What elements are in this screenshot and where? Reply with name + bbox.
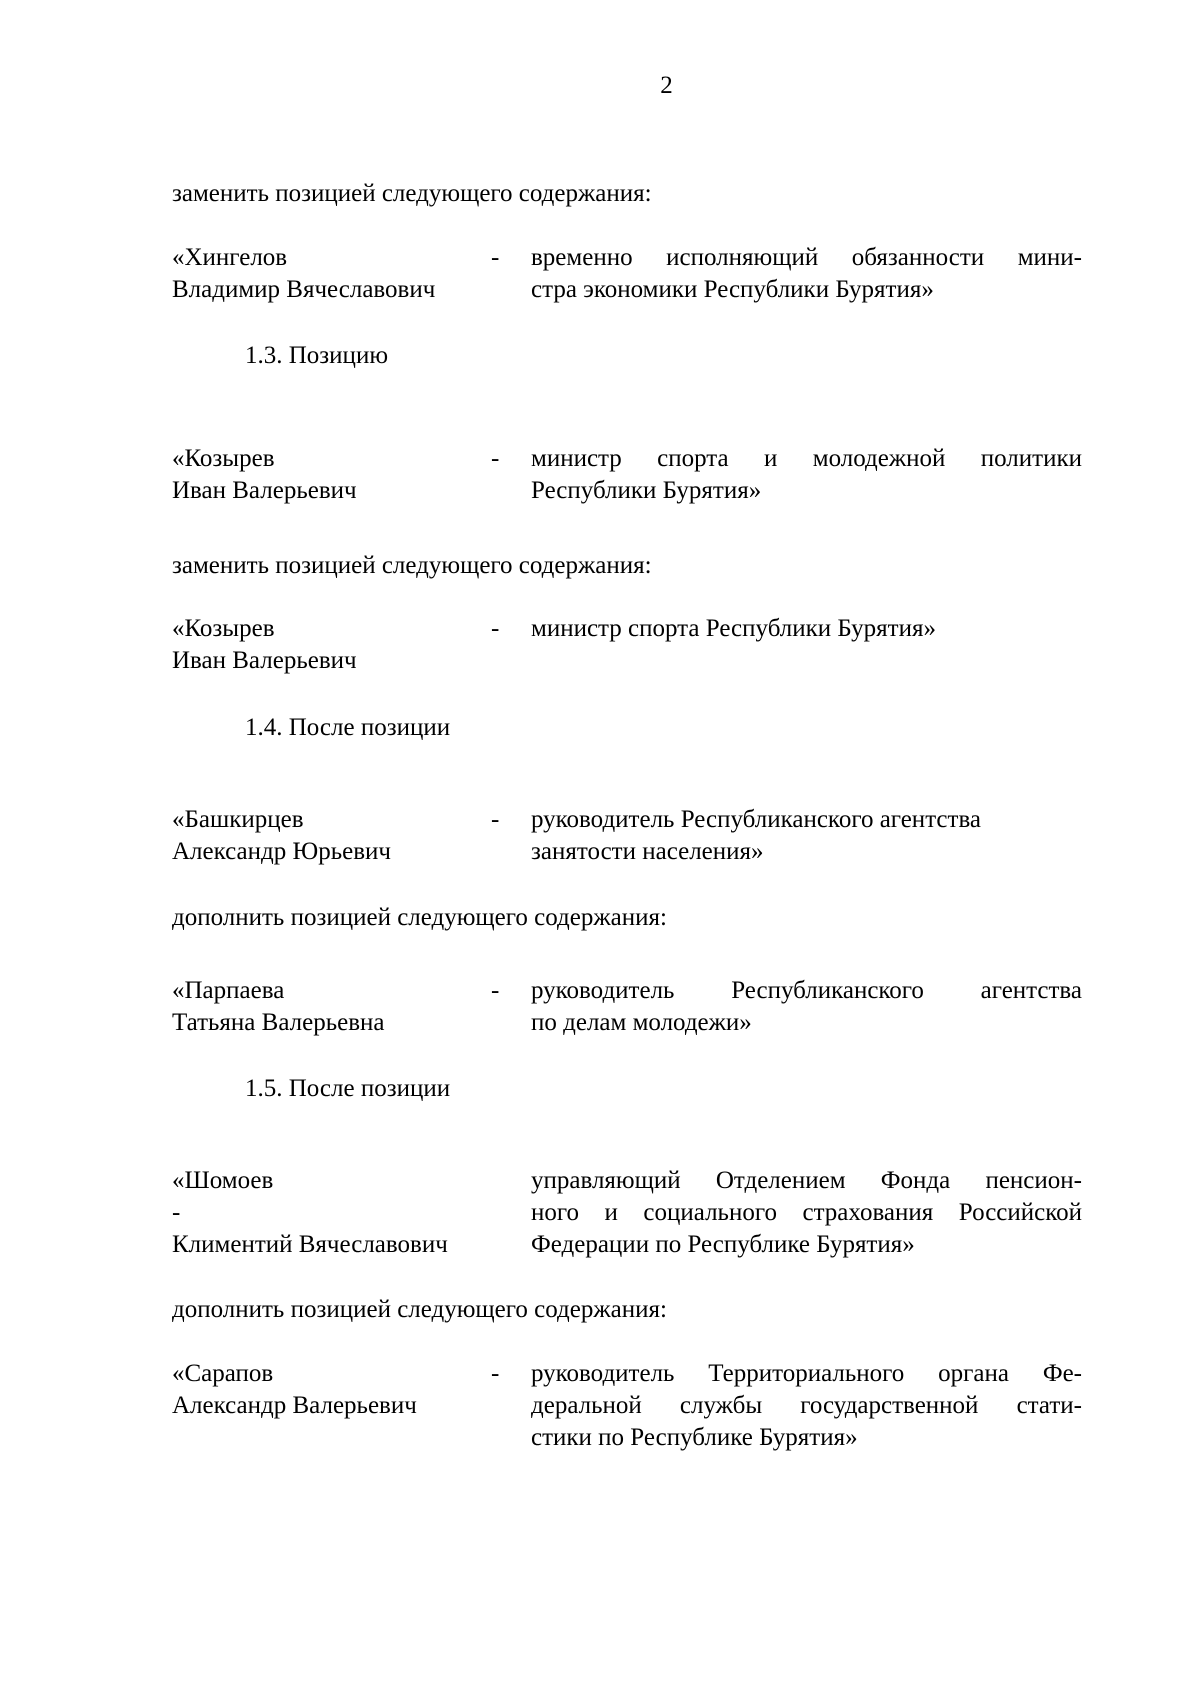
person-name-line2: Климентий Вячеславович [172, 1231, 448, 1258]
position-title-line: занятости населения» [531, 838, 764, 865]
subsection-heading-1-5: 1.5. После позиции [245, 1075, 451, 1102]
person-name-line1: «Башкирцев [172, 806, 304, 833]
position-title-line: руководитель Республиканского агентства [531, 977, 1082, 1004]
position-title-line: министр спорта Республики Бурятия» [531, 615, 936, 642]
paragraph-replace-1: заменить позицией следующего содержания: [172, 180, 652, 207]
position-title-line: министр спорта и молодежной политики [531, 445, 1082, 472]
position-title [531, 443, 1082, 507]
person-name-line1: «Козырев [172, 615, 275, 642]
paragraph-replace-2: заменить позицией следующего содержания: [172, 552, 652, 579]
position-title [531, 613, 936, 645]
dash-separator: - [491, 445, 500, 472]
position-title-line: управляющий Отделением Фонда пенсион- [531, 1167, 1082, 1194]
position-title [531, 242, 1082, 306]
position-title-line: временно исполняющий обязанности мини- [531, 244, 1082, 271]
dash-separator: - [491, 806, 500, 833]
dash-separator: - [491, 1360, 500, 1387]
person-name-line1: «Хингелов [172, 244, 288, 271]
position-title-line: стра экономики Республики Бурятия» [531, 276, 934, 303]
position-title [531, 1358, 1082, 1454]
person-name-line2: Иван Валерьевич [172, 477, 357, 504]
position-title [531, 1165, 1082, 1261]
position-title-line: стики по Республике Бурятия» [531, 1424, 858, 1451]
dash-separator: - [172, 1199, 181, 1226]
paragraph-add-1: дополнить позицией следующего содержания: [172, 904, 667, 931]
person-name-line1: «Парпаева [172, 977, 285, 1004]
page-number: 2 [660, 72, 673, 99]
position-title-line: деральной службы государственной стати- [531, 1392, 1082, 1419]
paragraph-add-2: дополнить позицией следующего содержания: [172, 1296, 667, 1323]
person-name-line1: «Сарапов [172, 1360, 274, 1387]
person-name-line2: Иван Валерьевич [172, 647, 357, 674]
subsection-heading-1-3: 1.3. Позицию [245, 342, 388, 369]
position-title-line: Федерации по Республике Бурятия» [531, 1231, 915, 1258]
position-title [531, 804, 981, 868]
person-name-line2: Татьяна Валерьевна [172, 1009, 385, 1036]
subsection-heading-1-4: 1.4. После позиции [245, 714, 451, 741]
dash-separator: - [491, 615, 500, 642]
dash-separator: - [491, 977, 500, 1004]
person-name-line2: Владимир Вячеславович [172, 276, 436, 303]
position-title-line: Республики Бурятия» [531, 477, 762, 504]
dash-separator: - [491, 244, 500, 271]
position-title-line: руководитель Территориального органа Фе- [531, 1360, 1082, 1387]
position-title-line: руководитель Республиканского агентства [531, 806, 982, 833]
position-title-line: по делам молодежи» [531, 1009, 752, 1036]
person-name-line2: Александр Валерьевич [172, 1392, 417, 1419]
position-title-line: ного и социального страхования Российской [531, 1199, 1082, 1226]
person-name-line1: «Шомоев [172, 1167, 274, 1194]
person-name-line1: «Козырев [172, 445, 275, 472]
position-title [531, 975, 1082, 1039]
person-name-line2: Александр Юрьевич [172, 838, 391, 865]
